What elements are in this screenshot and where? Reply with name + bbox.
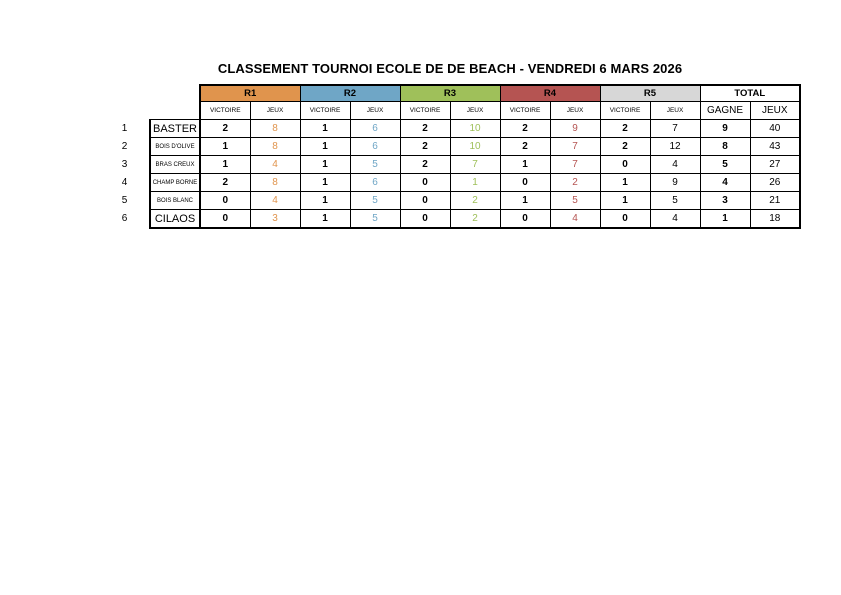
rank-cell: 3 [121,159,128,170]
rank-cell: 4 [121,177,128,188]
score-cell-r1j: 8 [250,174,300,192]
header-r1-jeux: JEUX [250,102,300,120]
score-cell-r4v: 2 [500,138,550,156]
score-cell-r3j: 10 [450,138,500,156]
score-cell-r5v: 2 [600,120,650,138]
score-cell-r4v: 0 [500,174,550,192]
score-cell-r5j: 12 [650,138,700,156]
score-cell-gagne: 1 [700,210,750,229]
score-cell-r3v: 2 [400,120,450,138]
score-cell-r4j: 7 [550,138,600,156]
round-header-r1: R1 [200,85,300,102]
header-total-jeux: JEUX [750,102,800,120]
header-r4-jeux: JEUX [550,102,600,120]
table-row [100,210,800,229]
score-cell-r1v: 2 [200,120,250,138]
score-cell-gagne: 3 [700,192,750,210]
header-r5-jeux: JEUX [650,102,700,120]
score-cell-r2v: 1 [300,210,350,229]
score-cell-r5j: 7 [650,120,700,138]
score-cell-r4j: 2 [550,174,600,192]
page-title: CLASSEMENT TOURNOI ECOLE DE DE BEACH - VENDREDI 6 MARS 2026 [217,61,683,76]
score-cell-r5v: 1 [600,174,650,192]
team-name-cell: CILAOS [150,210,200,229]
score-cell-r3v: 0 [400,192,450,210]
score-cell-r3j: 1 [450,174,500,192]
team-name-cell: BASTER [150,120,200,138]
score-cell-r4v: 1 [500,192,550,210]
score-cell-r5j: 4 [650,156,700,174]
round-header-row [100,85,800,102]
score-cell-r1v: 2 [200,174,250,192]
score-cell-r3v: 2 [400,138,450,156]
score-cell-r3j: 7 [450,156,500,174]
score-cell-r5j: 9 [650,174,700,192]
score-cell-r4v: 2 [500,120,550,138]
score-cell-r5v: 1 [600,192,650,210]
score-cell-jeux: 18 [750,210,800,229]
rank-cell: 6 [121,213,128,225]
header-r5-victoire: VICTOIRE [600,102,650,120]
score-cell-r1j: 4 [250,156,300,174]
rank-cell: 1 [121,123,128,134]
score-cell-r2j: 5 [350,156,400,174]
score-cell-r1j: 8 [250,120,300,138]
score-cell-r5j: 4 [650,210,700,229]
score-cell-r2v: 1 [300,138,350,156]
score-cell-r1j: 4 [250,192,300,210]
header-r2-jeux: JEUX [350,102,400,120]
score-cell-r2j: 6 [350,138,400,156]
score-cell-gagne: 9 [700,120,750,138]
score-cell-r4v: 0 [500,210,550,229]
score-cell-r4j: 4 [550,210,600,229]
round-header-r3: R3 [400,85,500,102]
score-cell-r2v: 1 [300,174,350,192]
header-r2-victoire: VICTOIRE [300,102,350,120]
round-header-r2: R2 [300,85,400,102]
score-cell-r2j: 5 [350,192,400,210]
score-cell-r4j: 7 [550,156,600,174]
score-cell-r2j: 6 [350,174,400,192]
score-cell-r2v: 1 [300,156,350,174]
rank-cell: 5 [121,195,128,206]
header-r1-victoire: VICTOIRE [200,102,250,120]
team-name-cell: BOIS D'OLIVE [150,138,200,156]
score-cell-r5v: 2 [600,138,650,156]
score-cell-r1v: 1 [200,156,250,174]
score-cell-r4j: 5 [550,192,600,210]
table-row [100,192,800,210]
header-total-gagne: GAGNE [700,102,750,120]
round-header-total: TOTAL [700,85,800,102]
score-cell-r5j: 5 [650,192,700,210]
table-row [100,120,800,138]
table-row [100,156,800,174]
score-cell-r4j: 9 [550,120,600,138]
score-cell-r3v: 0 [400,174,450,192]
score-cell-r1v: 1 [200,138,250,156]
score-cell-gagne: 4 [700,174,750,192]
table-row [100,174,800,192]
score-cell-gagne: 8 [700,138,750,156]
score-cell-r2v: 1 [300,120,350,138]
score-cell-jeux: 26 [750,174,800,192]
team-name-cell: BOIS BLANC [150,192,200,210]
score-cell-r3j: 10 [450,120,500,138]
header-r3-victoire: VICTOIRE [400,102,450,120]
score-cell-r3v: 2 [400,156,450,174]
score-cell-r3j: 2 [450,192,500,210]
score-cell-r2v: 1 [300,192,350,210]
score-cell-jeux: 21 [750,192,800,210]
score-cell-r1v: 0 [200,210,250,229]
score-cell-r1j: 8 [250,138,300,156]
sub-header-row [100,102,800,120]
score-cell-jeux: 43 [750,138,800,156]
round-header-r4: R4 [500,85,600,102]
score-cell-r5v: 0 [600,210,650,229]
rank-cell: 2 [121,141,128,152]
score-cell-r2j: 6 [350,120,400,138]
team-name-cell: BRAS CREUX [150,156,200,174]
score-cell-gagne: 5 [700,156,750,174]
team-name-cell: CHAMP BORNE [150,174,200,192]
score-cell-jeux: 27 [750,156,800,174]
score-cell-r5v: 0 [600,156,650,174]
score-cell-jeux: 40 [750,120,800,138]
table-row [100,138,800,156]
score-cell-r3j: 2 [450,210,500,229]
header-r4-victoire: VICTOIRE [500,102,550,120]
ranking-table [100,84,801,229]
score-cell-r4v: 1 [500,156,550,174]
header-r3-jeux: JEUX [450,102,500,120]
score-cell-r2j: 5 [350,210,400,229]
round-header-r5: R5 [600,85,700,102]
score-cell-r3v: 0 [400,210,450,229]
score-cell-r1v: 0 [200,192,250,210]
score-cell-r1j: 3 [250,210,300,229]
